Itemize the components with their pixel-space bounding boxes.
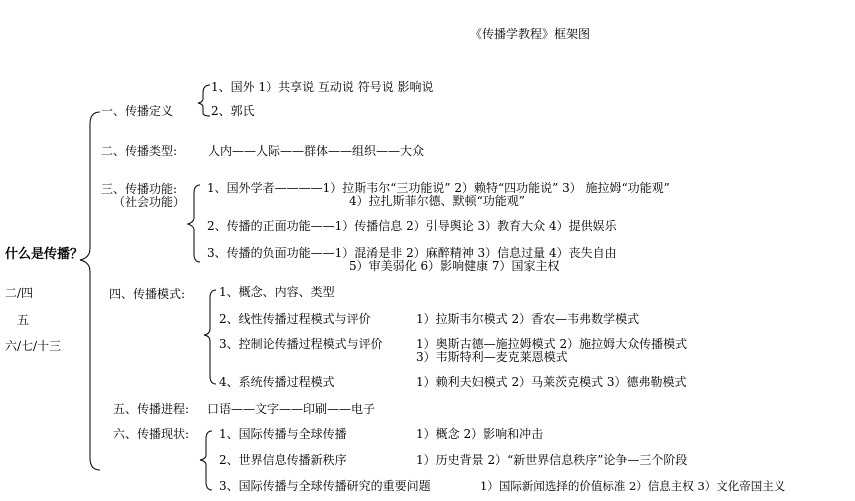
s6-brace xyxy=(200,431,212,490)
s4-item-system-label: 4、系统传播过程模式 xyxy=(219,375,335,389)
s6-item-research-label: 3、国际传播与全球传播研究的重要问题 xyxy=(219,479,431,493)
s6-item-research-topics: 1）国际新闻选择的价值标准 2）信息主权 3）文化帝国主义 xyxy=(480,479,786,493)
s1-brace xyxy=(198,85,210,116)
s3-item-negative-cont: 5）审美弱化 6）影响健康 7）国家主权 xyxy=(349,259,560,273)
s3-item-foreign-scholars-cont: 4）拉扎斯菲尔德、默顿“功能观” xyxy=(349,194,525,208)
chapter-ref-3: 六/七/十三 xyxy=(5,339,62,353)
s5-content: 口语——文字——印刷——电子 xyxy=(207,402,376,416)
s3-brace xyxy=(188,185,200,262)
s4-item-linear-label: 2、线性传播过程模式与评价 xyxy=(219,312,371,326)
s3-heading: 三、传播功能: xyxy=(101,182,178,196)
s1-heading: 一、传播定义 xyxy=(101,104,174,118)
s6-item-intl-label: 1、国际传播与全球传播 xyxy=(219,427,347,441)
s3-item-positive: 2、传播的正面功能——1）传播信息 2）引导舆论 3）教育大众 4）提供娱乐 xyxy=(207,219,617,233)
s4-item-concept: 1、概念、内容、类型 xyxy=(219,285,335,299)
s4-brace xyxy=(204,290,216,384)
s4-item-cybernetic-models-cont: 3）韦斯特利—麦克莱恩模式 xyxy=(416,350,568,364)
chapter-ref-2: 五 xyxy=(17,313,30,327)
s1-item-foreign: 1、国外 1）共享说 互动说 符号说 影响说 xyxy=(211,80,434,94)
s4-item-cybernetic-label: 3、控制论传播过程模式与评价 xyxy=(219,337,383,351)
s6-item-order-topics: 1）历史背景 2）“新世界信息秩序”论争—三个阶段 xyxy=(416,453,688,467)
s6-heading: 六、传播现状: xyxy=(113,427,190,441)
s2-content: 人内——人际——群体——组织——大众 xyxy=(208,144,425,158)
s3-item-negative: 3、传播的负面功能——1）混淆是非 2）麻醉精神 3）信息过量 4）丧失自由 xyxy=(207,246,617,260)
s2-heading: 二、传播类型: xyxy=(101,144,178,158)
s4-heading: 四、传播模式: xyxy=(109,287,186,301)
s5-heading: 五、传播进程: xyxy=(113,402,190,416)
s3-subheading: （社会功能） xyxy=(113,195,186,209)
s4-item-cybernetic-models: 1）奥斯古德—施拉姆模式 2）施拉姆大众传播模式 xyxy=(416,337,688,351)
main-brace xyxy=(80,112,100,470)
s4-item-system-models: 1）赖利夫妇模式 2）马莱茨克模式 3）德弗勒模式 xyxy=(416,375,687,389)
s3-item-foreign-scholars: 1、国外学者————1）拉斯韦尔“三功能说” 2）赖特“四功能说” 3） 施拉姆“功能观” xyxy=(207,181,670,195)
s6-item-order-label: 2、世界信息传播新秩序 xyxy=(219,453,347,467)
root-node: 什么是传播？ xyxy=(5,247,84,262)
s4-item-linear-models: 1）拉斯韦尔模式 2）香农—韦弗数学模式 xyxy=(416,312,640,326)
s1-item-guo: 2、郭氏 xyxy=(211,104,255,118)
diagram-title: 《传播学教程》框架图 xyxy=(470,27,591,41)
chapter-ref-1: 二/四 xyxy=(5,286,34,300)
s6-item-intl-topics: 1）概念 2）影响和冲击 xyxy=(416,427,544,441)
